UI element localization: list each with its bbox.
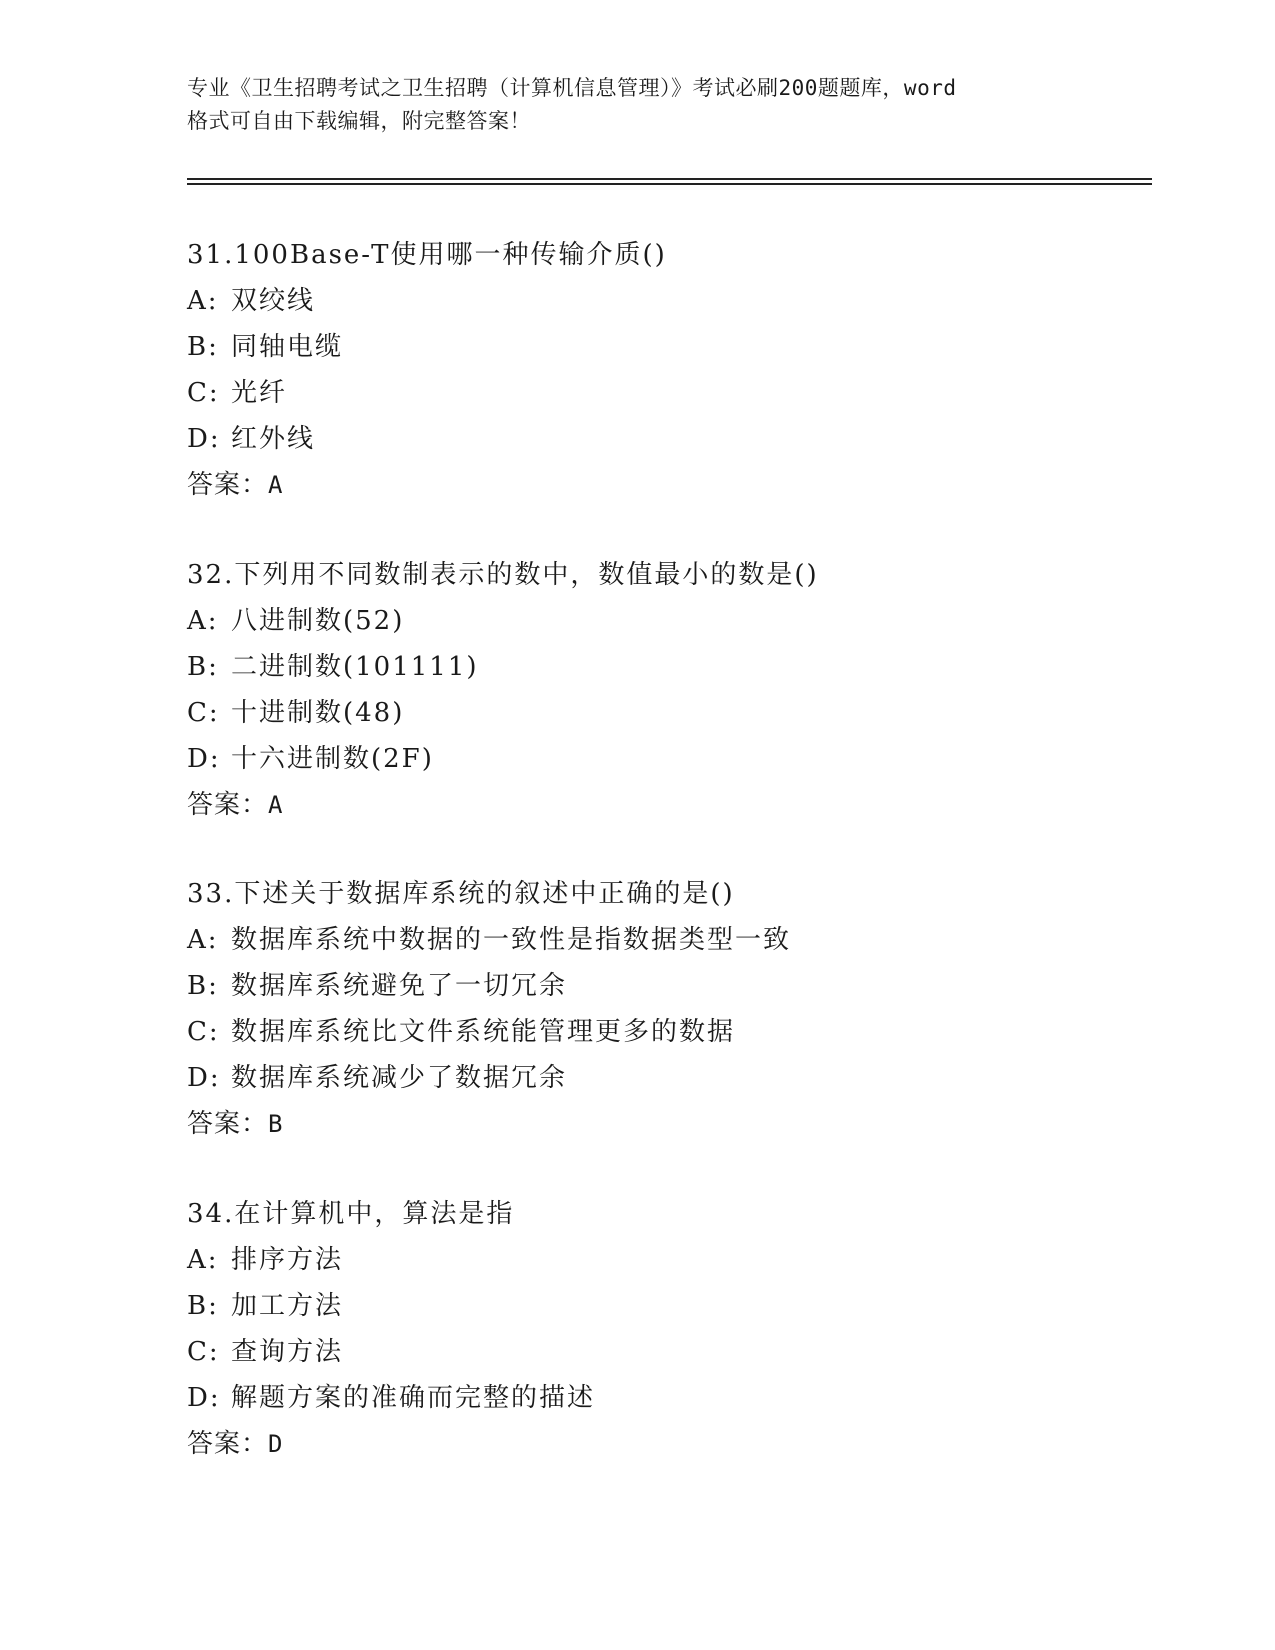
answer-line [187, 1101, 1147, 1147]
option-label: D: [187, 1383, 221, 1413]
option-text: 光纤 [231, 378, 288, 408]
question-31 [187, 232, 1147, 508]
option-b [187, 324, 1147, 370]
header-divider-top [187, 178, 1152, 180]
answer-line [187, 462, 1147, 508]
answer-value: A [268, 791, 284, 819]
answer-label: 答案： [187, 470, 269, 500]
option-text: 排序方法 [231, 1245, 344, 1275]
option-label: B: [187, 1291, 219, 1321]
option-text: 解题方案的准确而完整的描述 [231, 1383, 596, 1413]
option-text: 同轴电缆 [231, 332, 344, 362]
question-stem: 31.100Base-T使用哪一种传输介质() [187, 240, 667, 270]
document-header [187, 72, 1087, 138]
option-label: C: [187, 698, 220, 728]
option-a [187, 917, 1147, 963]
answer-value: B [268, 1110, 284, 1138]
option-text: 数据库系统比文件系统能管理更多的数据 [231, 1017, 736, 1047]
question-32 [187, 552, 1147, 828]
option-a [187, 1237, 1147, 1283]
option-b [187, 1283, 1147, 1329]
option-text: 二进制数(101111) [231, 652, 479, 682]
option-a [187, 278, 1147, 324]
option-a [187, 598, 1147, 644]
question-33 [187, 871, 1147, 1147]
option-label: A: [187, 286, 219, 316]
option-text: 加工方法 [231, 1291, 344, 1321]
answer-line [187, 782, 1147, 828]
option-d [187, 1375, 1147, 1421]
option-text: 双绞线 [231, 286, 316, 316]
option-label: C: [187, 1017, 220, 1047]
question-34 [187, 1191, 1147, 1467]
answer-label: 答案： [187, 790, 269, 820]
question-stem: 32.下列用不同数制表示的数中，数值最小的数是() [187, 560, 819, 590]
option-text: 八进制数(52) [231, 606, 405, 636]
option-text: 数据库系统中数据的一致性是指数据类型一致 [231, 925, 792, 955]
answer-label: 答案： [187, 1109, 269, 1139]
question-stem: 33.下述关于数据库系统的叙述中正确的是() [187, 879, 735, 909]
option-d [187, 1055, 1147, 1101]
option-text: 数据库系统避免了一切冗余 [231, 971, 568, 1001]
option-text: 十六进制数(2F) [231, 744, 434, 774]
header-divider-bottom [187, 183, 1152, 185]
option-text: 查询方法 [231, 1337, 344, 1367]
option-label: D: [187, 424, 221, 454]
option-label: A: [187, 925, 219, 955]
option-label: B: [187, 971, 219, 1001]
option-label: D: [187, 744, 221, 774]
option-label: C: [187, 378, 220, 408]
option-text: 数据库系统减少了数据冗余 [231, 1063, 568, 1093]
answer-value: A [268, 471, 284, 499]
option-c [187, 690, 1147, 736]
option-label: A: [187, 606, 219, 636]
header-line-2: 格式可自由下载编辑，附完整答案！ [187, 109, 531, 133]
answer-label: 答案： [187, 1429, 269, 1459]
option-c [187, 1009, 1147, 1055]
option-text: 十进制数(48) [231, 698, 405, 728]
option-b [187, 963, 1147, 1009]
option-b [187, 644, 1147, 690]
option-d [187, 736, 1147, 782]
header-line-1: 专业《卫生招聘考试之卫生招聘（计算机信息管理）》考试必刷200题题库，word [187, 76, 957, 100]
question-stem: 34.在计算机中，算法是指 [187, 1199, 515, 1229]
option-label: C: [187, 1337, 220, 1367]
option-c [187, 370, 1147, 416]
option-label: B: [187, 652, 219, 682]
option-label: A: [187, 1245, 219, 1275]
answer-value: D [268, 1430, 284, 1458]
option-label: D: [187, 1063, 221, 1093]
option-text: 红外线 [231, 424, 316, 454]
answer-line [187, 1421, 1147, 1467]
option-c [187, 1329, 1147, 1375]
option-d [187, 416, 1147, 462]
option-label: B: [187, 332, 219, 362]
